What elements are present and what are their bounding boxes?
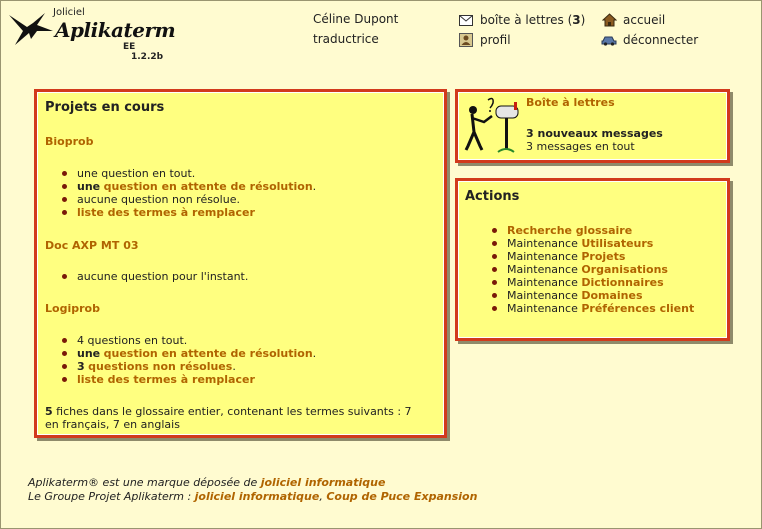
logiprob-pending-period: . [312,347,317,360]
action-item-dictionaries [507,276,694,289]
footer-trademark [28,476,477,490]
logiprob-terms-link[interactable]: liste des termes à remplacer [77,373,255,386]
action-item-domains [507,289,694,302]
bioprob-pending-link[interactable]: question en attente de résolution [103,180,313,193]
action-link-search-glossary[interactable]: Recherche glossaire [507,224,633,237]
nav-logout[interactable] [601,32,698,48]
nav-home[interactable] [601,12,665,28]
bioprob-pending-period: . [312,180,317,193]
envelope-icon [458,12,474,28]
action-link-domains[interactable]: Domaines [581,289,643,302]
nav-inbox-text: boîte à lettres ( [480,13,573,27]
action-item-client-prefs [507,302,694,315]
user-role: traductrice [313,32,379,46]
mailbox-title[interactable]: Boîte à lettres [526,96,615,109]
logo-brand-text: Aplikaterm [55,18,176,42]
actions-list [467,224,694,315]
nav-profile[interactable] [458,32,511,48]
action-prefix: Maintenance [507,263,582,276]
action-prefix: Maintenance [507,289,582,302]
action-link-client-prefs[interactable]: Préférences client [581,302,695,315]
list-item [77,270,248,283]
footer-joliciel-link[interactable]: joliciel informatique [260,476,386,489]
logiprob-pending-count: une [77,347,101,360]
action-link-projects[interactable]: Projets [581,250,626,263]
footer-group-text: Le Groupe Projet Aplikaterm : [28,490,195,503]
projects-panel [34,89,447,438]
actions-title: Actions [465,189,520,204]
project-list-docaxp [37,270,248,283]
projects-title: Projets en cours [45,100,165,115]
logiprob-pending-link[interactable]: question en attente de résolution [103,347,313,360]
docaxp-no-questions: aucune question pour l'instant. [77,270,249,283]
list-item [77,180,316,193]
nav-logout-label: déconnecter [623,33,699,47]
action-prefix: Maintenance [507,250,582,263]
user-name: Céline Dupont [313,12,399,26]
list-item [77,360,316,373]
project-name-docaxp[interactable]: Doc AXP MT 03 [45,239,139,252]
profile-icon [458,32,474,48]
action-item-projects [507,250,694,263]
action-prefix: Maintenance [507,276,582,289]
footer-coupdepuce-link[interactable]: Coup de Puce Expansion [326,490,478,503]
glossary-summary [45,405,425,431]
mailbox-panel [455,89,730,163]
nav-inbox-label [480,13,585,27]
nav-home-label: accueil [623,13,666,27]
footer-trademark-text: Aplikaterm® est une marque déposée de [28,476,261,489]
list-item [77,334,316,347]
glossary-count: 5 [45,405,53,418]
action-link-organisations[interactable]: Organisations [581,263,668,276]
project-list-logiprob [37,334,316,386]
actions-panel [455,178,730,341]
project-name-bioprob[interactable]: Bioprob [45,135,94,148]
footer-group [28,490,477,504]
mailbox-total-messages: 3 messages en tout [526,140,635,153]
project-name-logiprob[interactable]: Logiprob [45,302,100,315]
bioprob-terms-link[interactable]: liste des termes à remplacer [77,206,255,219]
logiprob-unresolved-period: . [232,360,236,373]
project-list-bioprob [37,167,316,219]
footer-separator: , [319,490,327,503]
mailbox-new-messages: 3 nouveaux messages [526,127,663,140]
footer-joliciel-link-2[interactable]: joliciel informatique [194,490,320,503]
bioprob-total-questions: une question en tout. [77,167,196,180]
footer [28,476,477,504]
list-item [77,373,316,386]
logiprob-unresolved-link[interactable]: questions non résolues [88,360,233,373]
bioprob-pending-count: une [77,180,101,193]
list-item [77,193,316,206]
action-link-dictionaries[interactable]: Dictionnaires [581,276,664,289]
logiprob-total-questions: 4 questions en tout. [77,334,188,347]
logo-small-text: Joliciel [53,7,85,18]
edition-label: EE [123,42,136,52]
action-item-users [507,237,694,250]
action-prefix: Maintenance [507,302,582,315]
action-link-users[interactable]: Utilisateurs [581,237,654,250]
nav-profile-label: profil [480,33,511,47]
version-label: 1.2.2b [131,52,164,62]
list-item [77,206,316,219]
mailbox-person-icon [460,94,526,158]
list-item [77,347,316,360]
list-item [77,167,316,180]
logiprob-unresolved-count: 3 [77,360,85,373]
nav-inbox-suffix: ) [580,13,586,27]
app-logo [7,5,176,62]
nav-inbox-count: 3 [572,13,581,27]
nav-inbox[interactable] [458,12,585,28]
action-item-organisations [507,263,694,276]
action-prefix: Maintenance [507,237,582,250]
action-item-search-glossary [507,224,694,237]
bioprob-unresolved: aucune question non résolue. [77,193,240,206]
swallow-icon [7,9,57,49]
glossary-summary-text: fiches dans le glossaire entier, contenant les termes suivants : 7 en français, 7 en anglais [45,405,412,431]
car-icon [601,32,617,48]
home-icon [601,12,617,28]
